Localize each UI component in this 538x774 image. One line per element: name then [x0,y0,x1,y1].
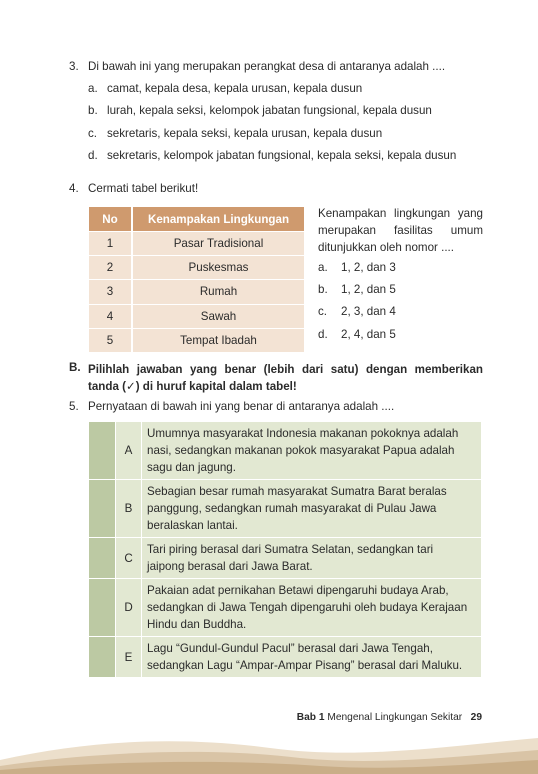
table-cell-no: 2 [89,256,132,280]
decorative-wave-icon [0,730,538,774]
statement-line: sagu dan jagung. [147,461,236,474]
table-cell-no: 4 [89,304,132,328]
section-b-instruction [88,361,483,395]
q5-text: Pernyataan di bawah ini yang benar di antaranya adalah .... [88,400,395,413]
q3-number: 3. [69,60,79,73]
page-footer [297,712,482,723]
q4-option-c-letter: c. [318,305,328,318]
footer-chapter: Bab 1 [296,712,325,723]
table-row [89,256,304,280]
table-header-no: No [89,207,132,232]
q3-option-d-text: sekretaris, kelompok jabatan fungsional, kepala seksi, kepala dusun [107,149,457,162]
statement-letter: E [116,637,142,678]
q5-number: 5. [69,400,79,413]
statement-line: Hindu dan Buddha. [147,618,247,631]
statement-line: Sebagian besar rumah masyarakat Sumatra Barat beralas [147,485,447,498]
statement-text [142,422,482,480]
statement-line: nasi, sedangkan makanan pokok masyarakat Papua adalah [147,444,455,457]
answer-checkbox[interactable] [89,579,116,637]
table-cell-kenampakan: Rumah [132,280,304,304]
section-b-letter: B. [69,361,81,374]
table-cell-no: 1 [89,232,132,256]
statement-text [142,480,482,538]
table-cell-no: 3 [89,280,132,304]
statement-line: Pakaian adat pernikahan Betawi dipengaruhi budaya Arab, [147,584,449,597]
table-row [89,304,304,328]
q4-option-c-text: 2, 3, dan 4 [341,305,396,318]
answer-checkbox[interactable] [89,538,116,579]
section-b-line: Pilihlah jawaban yang benar (lebih dari satu) dengan memberikan [88,363,483,376]
table-row [89,538,482,579]
q4-option-b-text: 1, 2, dan 5 [341,283,396,296]
q5-table [88,421,482,678]
statement-letter: B [116,480,142,538]
statement-line: sedangkan Lagu “Ampar-Ampar Pisang” berasal dari Maluku. [147,659,463,672]
q4-question-line: ditunjukkan oleh nomor .... [318,241,454,254]
statement-line: Lagu “Gundul-Gundul Pacul” berasal dari Jawa Tengah, [147,642,433,655]
statement-text [142,579,482,637]
q4-option-a-letter: a. [318,261,328,274]
table-row [89,232,304,256]
q4-number: 4. [69,182,79,195]
answer-checkbox[interactable] [89,422,116,480]
statement-line: panggung, sedangkan rumah masyarakat di Pulau Jawa [147,502,437,515]
table-row [89,280,304,304]
table-row [89,637,482,678]
table-cell-kenampakan: Puskesmas [132,256,304,280]
q3-option-d-letter: d. [88,149,98,162]
q3-option-b-letter: b. [88,104,98,117]
table-cell-kenampakan: Pasar Tradisional [132,232,304,256]
q3-option-a-letter: a. [88,82,98,95]
answer-checkbox[interactable] [89,637,116,678]
q4-option-a-text: 1, 2, dan 3 [341,261,396,274]
q4-option-d-letter: d. [318,328,328,341]
q3-text: Di bawah ini yang merupakan perangkat desa di antaranya adalah .... [88,60,446,73]
statement-line: Tari piring berasal dari Sumatra Selatan, sedangkan tari [147,543,434,556]
statement-letter: A [116,422,142,480]
table-cell-kenampakan: Sawah [132,304,304,328]
statement-letter: C [116,538,142,579]
table-row [89,422,482,480]
section-b-line: tanda (✓) di huruf kapital dalam tabel! [88,380,297,393]
q4-question [318,205,483,256]
statement-line: sedangkan di Jawa Tengah dipengaruhi oleh budaya Kerajaan [147,601,468,614]
table-header-row [89,207,304,232]
statement-line: jaipong berasal dari Jawa Barat. [147,560,313,573]
answer-checkbox[interactable] [89,480,116,538]
footer-page-number: 29 [470,712,482,723]
q3-option-b-text: lurah, kepala seksi, kelompok jabatan fungsional, kepala dusun [107,104,432,117]
q4-option-b-letter: b. [318,283,328,296]
footer-title: Mengenal Lingkungan Sekitar [327,712,463,723]
statement-text [142,538,482,579]
q3-option-c-text: sekretaris, kepala seksi, kepala urusan, kepala dusun [107,127,383,140]
q3-option-c-letter: c. [88,127,98,140]
statement-line: Umumnya masyarakat Indonesia makanan pokoknya adalah [147,427,459,440]
table-row [89,579,482,637]
q4-option-d-text: 2, 4, dan 5 [341,328,396,341]
table-row [89,480,482,538]
table-header-kenampakan: Kenampakan Lingkungan [132,207,304,232]
q4-text: Cermati tabel berikut! [88,182,199,195]
table-cell-kenampakan: Tempat Ibadah [132,328,304,352]
table-cell-no: 5 [89,328,132,352]
statement-line: beralaskan lantai. [147,519,238,532]
q3-option-a-text: camat, kepala desa, kepala urusan, kepala dusun [107,82,363,95]
statement-letter: D [116,579,142,637]
q4-question-line: merupakan fasilitas umum [318,224,483,237]
table-row [89,328,304,352]
q4-question-line: Kenampakan lingkungan yang [318,207,483,220]
statement-text [142,637,482,678]
q4-table [89,207,304,352]
